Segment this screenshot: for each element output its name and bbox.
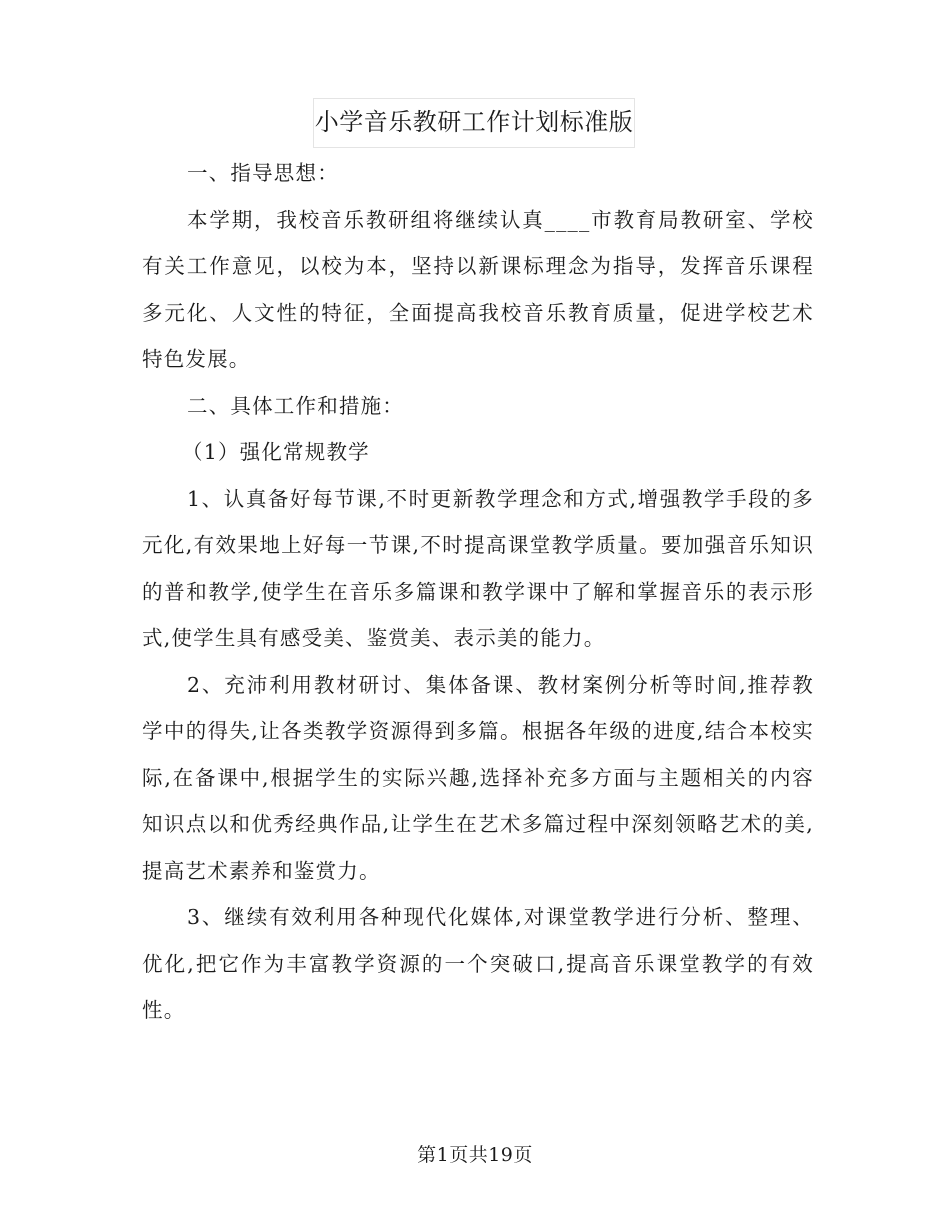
section-heading-measures: 二、具体工作和措施：: [187, 393, 404, 418]
document-body: [142, 150, 814, 1034]
subsection-heading-routine-teaching: （1）强化常规教学: [182, 440, 370, 464]
document-title: 小学音乐教研工作计划标准版: [313, 98, 635, 148]
paragraph-guiding-idea: 本学期，我校音乐教研组将继续认真____市教育局教研室、学校有关工作意见，以校为本，坚持以新课标理念为指导，发挥音乐课程多元化、人文性的特征，全面提高我校音乐教育质量，促进学校艺术特色发展。: [142, 207, 814, 371]
paragraph-item-2: 2、充沛利用教材研讨、集体备课、教材案例分析等时间,推荐教学中的得失,让各类教学资源得到多篇。根据各年级的进度,结合本校实际,在备课中,根据学生的实际兴趣,选择补充多方面与主题相关的内容知识点以和优秀经典作品,让学生在艺术多篇过程中深刻领略艺术的美,提高艺术素养和鉴赏力。: [142, 672, 814, 883]
paragraph-item-1: 1、认真备好每节课,不时更新教学理念和方式,增强教学手段的多元化,有效果地上好每一节课,不时提高课堂教学质量。要加强音乐知识的普和教学,使学生在音乐多篇课和教学课中了解和掌握音乐的表示形式,使学生具有感受美、鉴赏美、表示美的能力。: [142, 486, 814, 650]
page-number-footer: 第1页共19页: [417, 1144, 533, 1166]
section-heading-guiding-idea: 一、指导思想：: [187, 161, 339, 185]
paragraph-item-3: 3、继续有效利用各种现代化媒体,对课堂教学进行分析、整理、优化,把它作为丰富教学资源的一个突破口,提高音乐课堂教学的有效性。: [142, 905, 814, 1022]
